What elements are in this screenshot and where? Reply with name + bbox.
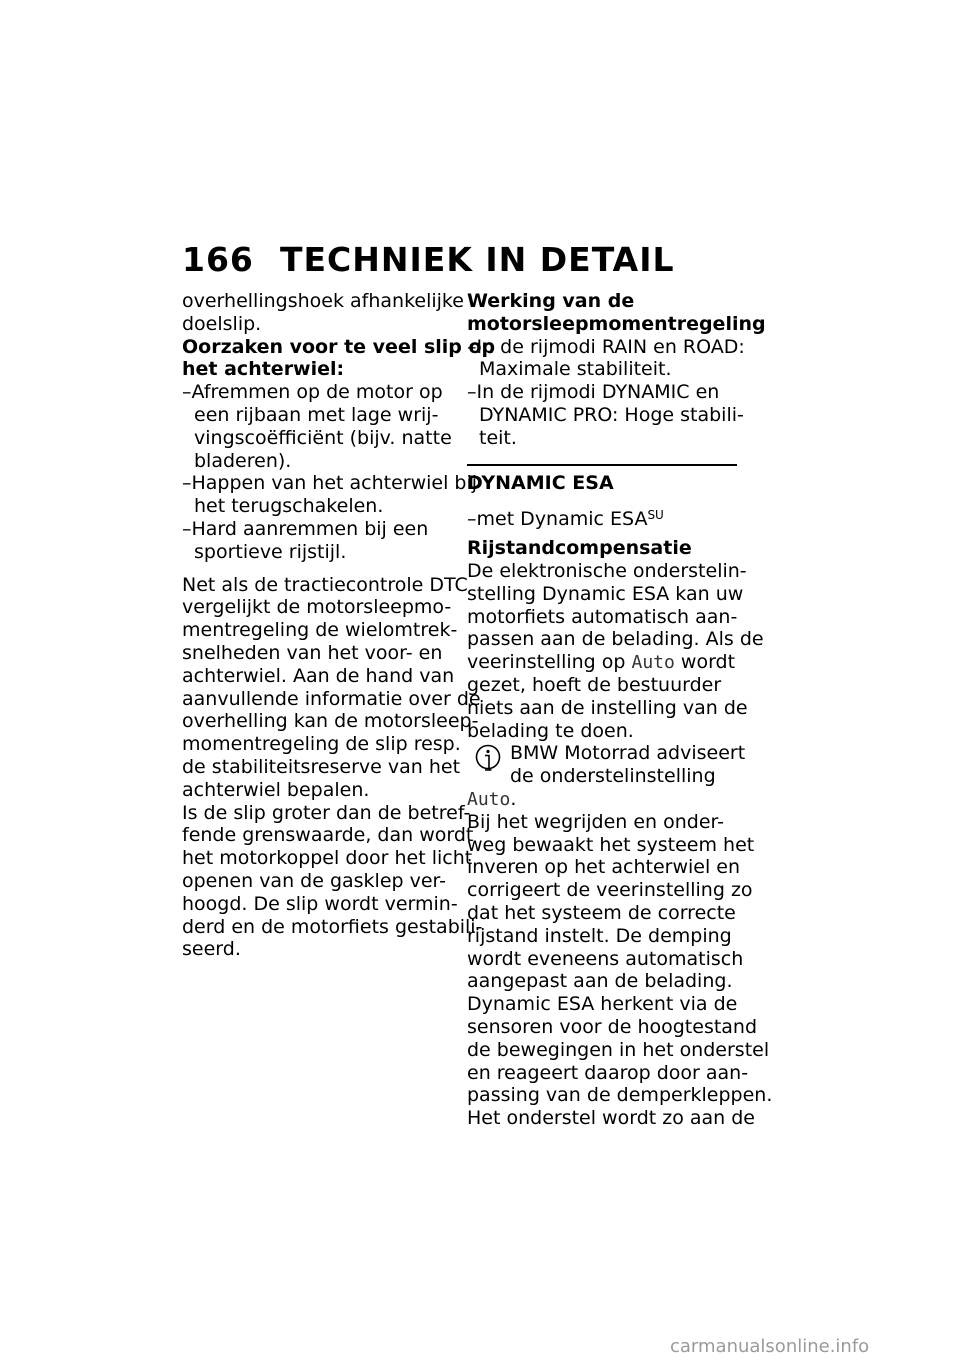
text-line: weg bewaakt het systeem het <box>467 833 755 856</box>
text-line: mentregeling de wielomtrek- <box>182 619 458 642</box>
text-line: passing van de demperkleppen. <box>467 1084 773 1107</box>
text-line: achterwiel. Aan de hand van <box>182 664 455 687</box>
bullet-continuation: DYNAMIC PRO: Hoge stabili- <box>479 403 744 426</box>
text-line: corrigeert de veerinstelling zo <box>467 879 753 902</box>
text-line: vergelijkt de motorsleepmo- <box>182 596 452 619</box>
subheading: Werking van de <box>467 290 635 312</box>
subheading: Oorzaken voor te veel slip op <box>182 335 496 358</box>
text-line: openen van de gasklep ver- <box>182 869 447 892</box>
section-heading: DYNAMIC ESA <box>467 471 614 494</box>
text-line: gezet, hoeft de bestuurder <box>467 673 722 696</box>
text-line: Net als de tractiecontrole DTC <box>182 573 468 596</box>
bullet-continuation: Maximale stabiliteit. <box>479 358 672 381</box>
superscript: SU <box>647 508 664 523</box>
bullet-item: –In de rijmodi RAIN en ROAD: <box>467 335 745 358</box>
bullet-item: –In de rijmodi DYNAMIC en <box>467 381 720 404</box>
text-line: overhellingshoek afhankelijke <box>182 290 464 312</box>
text-line: Is de slip groter dan de betref- <box>182 801 471 824</box>
bullet-continuation: sportieve rijstijl. <box>194 540 347 563</box>
right-column <box>467 290 773 1130</box>
text-line: belading te doen. <box>467 719 634 742</box>
bullet-continuation: vingscoëfficiënt (bijv. natte <box>194 426 452 449</box>
text-line: doelslip. <box>182 312 262 335</box>
bullet-continuation: een rijbaan met lage wrij- <box>194 403 439 426</box>
subheading: het achterwiel: <box>182 358 345 381</box>
page-header <box>182 240 675 279</box>
text-line: sensoren voor de hoogtestand <box>467 1015 758 1038</box>
page-title: TECHNIEK IN DETAIL <box>280 240 675 279</box>
code-value: Auto <box>467 788 511 810</box>
bullet-item: –Hard aanremmen bij een <box>182 517 429 540</box>
bullet-item: –Happen van het achterwiel bij <box>182 472 478 495</box>
bullet-continuation: bladeren). <box>194 449 292 472</box>
bullet-continuation: het terugschakelen. <box>194 495 384 518</box>
text-line: momentregeling de slip resp. <box>182 733 461 756</box>
text-line: passen aan de belading. Als de <box>467 628 764 651</box>
text-line: achterwiel bepalen. <box>182 778 370 801</box>
note-line: de onderstelinstelling <box>510 765 716 788</box>
text-line: wordt eveneens automatisch <box>467 947 744 970</box>
text-line: De elektronische onderstelin- <box>467 559 747 582</box>
info-note <box>467 742 749 788</box>
text-line: hoogd. De slip wordt vermin- <box>182 892 458 915</box>
note-line: BMW Motorrad adviseert <box>510 742 746 765</box>
section-divider <box>467 464 737 466</box>
text-line: Dynamic ESA herkent via de <box>467 993 738 1016</box>
text-line: motorfiets automatisch aan- <box>467 605 738 628</box>
page-number: 166 <box>182 240 254 279</box>
text-line: overhelling kan de motorsleep- <box>182 710 479 733</box>
text-line: en reageert daarop door aan- <box>467 1061 749 1084</box>
text-line: seerd. <box>182 938 241 961</box>
watermark: carmanualsonline.info <box>670 1336 870 1357</box>
text-line: het motorkoppel door het licht <box>182 847 473 870</box>
bullet-continuation: teit. <box>479 426 517 449</box>
text-line: Bij het wegrijden en onder- <box>467 810 724 833</box>
text-line: inveren op het achterwiel en <box>467 856 741 879</box>
text-line: aanvullende informatie over de <box>182 687 481 710</box>
code-value: Auto <box>631 652 675 674</box>
text-line: Het onderstel wordt zo aan de <box>467 1107 755 1130</box>
text-line: dat het systeem de correcte <box>467 901 736 924</box>
text-line: de bewegingen in het onderstel <box>467 1038 770 1061</box>
text-line: snelheden van het voor- en <box>182 641 443 664</box>
text-line: rijstand instelt. De demping <box>467 924 732 947</box>
text-line: veerinstelling op Auto wordt <box>467 651 736 674</box>
text-line: stelling Dynamic ESA kan uw <box>467 582 744 605</box>
bullet-item: –met Dynamic $ESA^{SU}$ <box>467 508 664 531</box>
subheading: motorsleepmomentregeling <box>467 312 766 335</box>
bullet-item: –Afremmen op de motor op <box>182 381 443 404</box>
text-line: niets aan de instelling van de <box>467 696 748 719</box>
note-line: Auto. <box>467 787 517 810</box>
info-icon <box>475 744 501 780</box>
text-line: de stabiliteitsreserve van het <box>182 755 461 778</box>
text-line: fende grenswaarde, dan wordt <box>182 824 474 847</box>
text-line: derd en de motorfiets gestabili- <box>182 915 483 938</box>
text-line: aangepast aan de belading. <box>467 970 733 993</box>
subheading: Rijstandcompensatie <box>467 537 692 560</box>
